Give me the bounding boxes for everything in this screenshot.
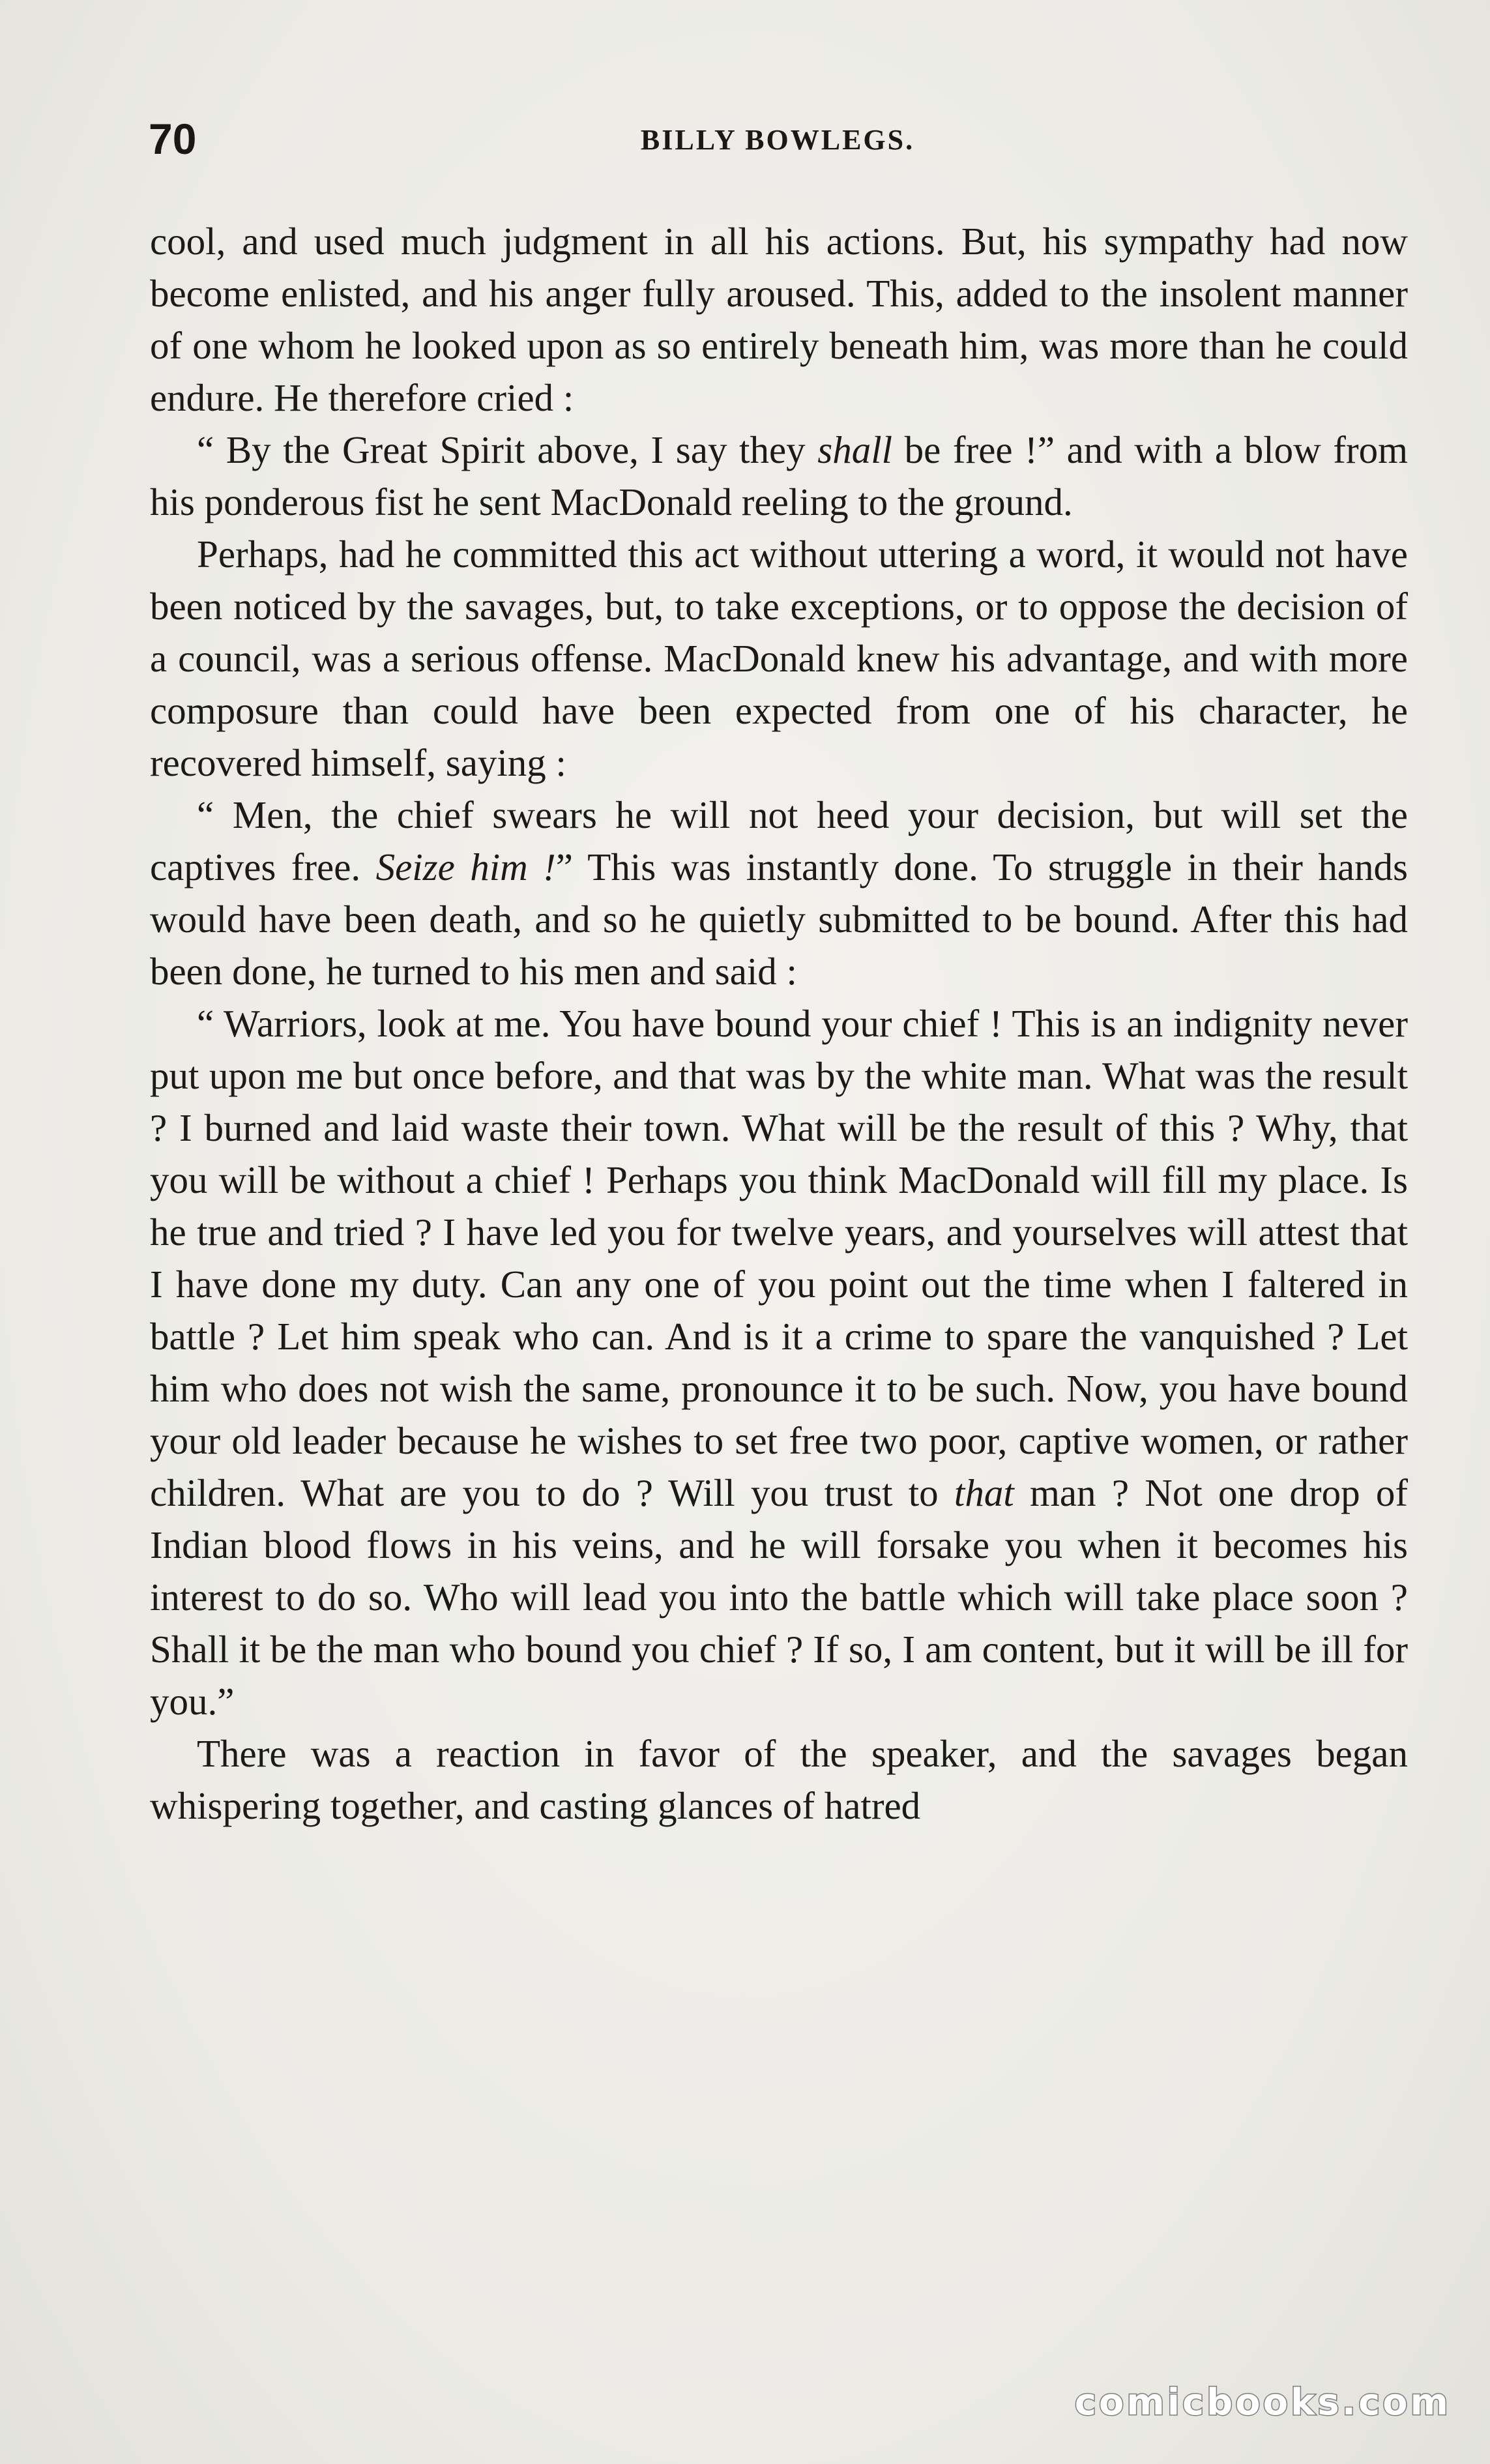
paragraph: cool, and used much judgment in all his actions. But, his sympathy had now become enlisted, and his anger fully aroused. This, added to the insolent manner of one whom he looked upon as so entirely beneath him, was more than he could endure. He therefore cried :: [150, 220, 1408, 419]
page-header: [149, 114, 1407, 173]
paragraph: “ Men, the chief swears he will not heed your decision, but will set the captives free. Seize him !” This was instantly done. To struggle in their hands would have been death, and so he quietly submitted to be bound. After this had been done, he turned to his men and said :: [150, 793, 1408, 993]
body-text: [150, 215, 1408, 1832]
emphasis: that: [954, 1471, 1014, 1514]
running-title: BILLY BOWLEGS.: [640, 124, 915, 156]
watermark: comicbooks.com: [1074, 2381, 1451, 2424]
emphasis: Seize him !: [375, 845, 556, 888]
page-number: 70: [149, 115, 197, 163]
paragraph: Perhaps, had he committed this act without uttering a word, it would not have been noticed by the savages, but, to take exceptions, or to oppose the decision of a council, was a serious offense. MacDonald knew his advantage, and with more composure than could have been expected from one of his character, he recovered himself, saying :: [150, 533, 1408, 784]
paragraph: There was a reaction in favor of the speaker, and the savages began whispering together, and casting glances of hatred: [150, 1732, 1408, 1827]
paragraph: “ Warriors, look at me. You have bound your chief ! This is an indignity never put upon me but once before, and that was by the white man. What was the result ? I burned and laid waste their town. What will be the result of this ? Why, that you will be without a chief ! Perhaps you think MacDonald will fill my place. Is he true and tried ? I have led you for twelve years, and yourselves will attest that I have done my duty. Can any one of you point out the time when I faltered in battle ? Let him speak who can. And is it a crime to spare the vanquished ? Let him who does not wish the same, pronounce it to be such. Now, you have bound your old leader because he wishes to set free two poor, captive women, or rather children. What are you to do ? Will you trust to that man ? Not one drop of Indian blood flows in his veins, and he will forsake you when it becomes his interest to do so. Who will lead you into the battle which will take place soon ? Shall it be the man who bound you chief ? If so, I am content, but it will be ill for you.”: [150, 1002, 1409, 1723]
emphasis: shall: [817, 428, 892, 471]
paragraph: “ By the Great Spirit above, I say they shall be free !” and with a blow from his ponderous fist he sent MacDonald reeling to the ground.: [150, 428, 1408, 523]
